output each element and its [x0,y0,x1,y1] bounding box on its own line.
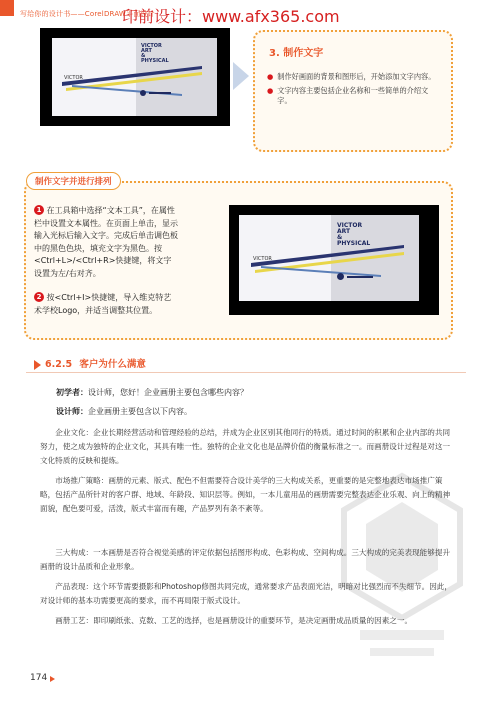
bottom-screenshot [229,205,439,315]
page-number: 174 [30,673,48,683]
number-badge: 2 [34,292,44,302]
step3-title: 3. 制作文字 [269,48,324,59]
list-item: ● 文字内容主要包括企业名称和一些简单的介绍文字。 [267,86,429,105]
poster-headline: VICTOR ART & PHYSICAL [141,43,169,64]
bullet-dot-icon: ● [267,86,274,95]
arrow-right-icon [233,62,249,90]
school-logo-icon [337,273,344,280]
list-item: ● 制作好画面的背景和图形后，开始添加文字内容。 [267,72,436,81]
number-badge: 1 [34,205,44,215]
bullet-dot-icon: ● [267,72,274,81]
paragraph: 产品表现：这个环节需要摄影和Photoshop修图共同完成，通常要求产品表面光洁，明暗对比强烈而不失细节。因此，对设计师的基本功需要更高的要求，而不再局限于版式设计。 [40,582,452,606]
step3-box [253,30,453,152]
top-screenshot [40,28,230,126]
section-arrow-icon [34,360,41,370]
arrange-badge: 制作文字并进行排列 [26,172,121,190]
canvas-area [52,38,217,116]
poster-headline: VICTOR ART & PHYSICAL [337,222,371,247]
answer-line: 设计师：企业画册主要包含以下内容。 [56,407,192,416]
publisher-watermark-logo [340,472,464,666]
school-logo-icon [140,90,146,96]
section-divider [26,372,466,373]
logo-text-bar [347,276,373,278]
running-head: 写给你的设计书——CorelDRAW平面设计 [20,10,155,18]
flag-label: VICTOR [253,256,272,262]
paragraph: 企业文化：企业长期经营活动和管理经验的总结，并成为企业区别其他同行的特质。通过时间的积累和企业内部的共同努力，使之成为独特的企业文化，其具有唯一性。独特的企业文化也是品牌价值的衡量标准之一。而画册设计过程是对这一文化特质的反映和提炼。 [40,428,451,466]
arrange-item-2: 2 按<Ctrl+I>快捷键，导入维克特艺术学校Logo，并适当调整其位置。 [34,293,172,315]
arrange-item-1: 1 在工具箱中选择“文本工具”，在属性栏中设置文本属性。在页面上单击，显示输入光标后输入文字。完成后单击调色板中的黑色色块，填充文字为黑色。按<Ctrl+L>/<Ctrl+R>快捷键，将文字设置为左/右对齐。 [34,206,178,278]
question-line: 初学者：设计师，您好！企业画册主要包含哪些内容？ [56,388,248,397]
logo-text-bar [149,92,171,94]
paragraph: 市场推广策略：画册的元素、版式、配色不但需要符合设计美学的三大构成关系，更重要的是完整地表达市场推广策略，包括产品所针对的客户群、地域、年龄段、知识层等。例如，一本儿童用品的画册需要完整表达企业乐观、向上的精神面貌，配色要可爱，活泼，版式丰富而有趣，产品罗列有条不紊等。 [40,476,451,514]
canvas-area [239,215,419,301]
header-tab [0,0,14,16]
site-watermark: 印前设计：www.afx365.com [122,7,340,26]
step3-bullets [267,72,437,106]
section-heading: 6.2.5 客户为什么满意 [45,359,146,370]
paragraph: 三大构成：一本画册是否符合视觉美感的评定依据包括图形构成、色彩构成、空间构成。三大构成的完美表现能够提升画册的设计品质和企业形象。 [40,548,451,572]
paragraph: 画册工艺：即印刷纸张、克数、工艺的选择，也是画册设计的重要环节，是决定画册成品质量的因素之一。 [55,616,413,625]
flag-label: VICTOR [64,75,83,81]
page-arrow-icon [50,676,55,682]
